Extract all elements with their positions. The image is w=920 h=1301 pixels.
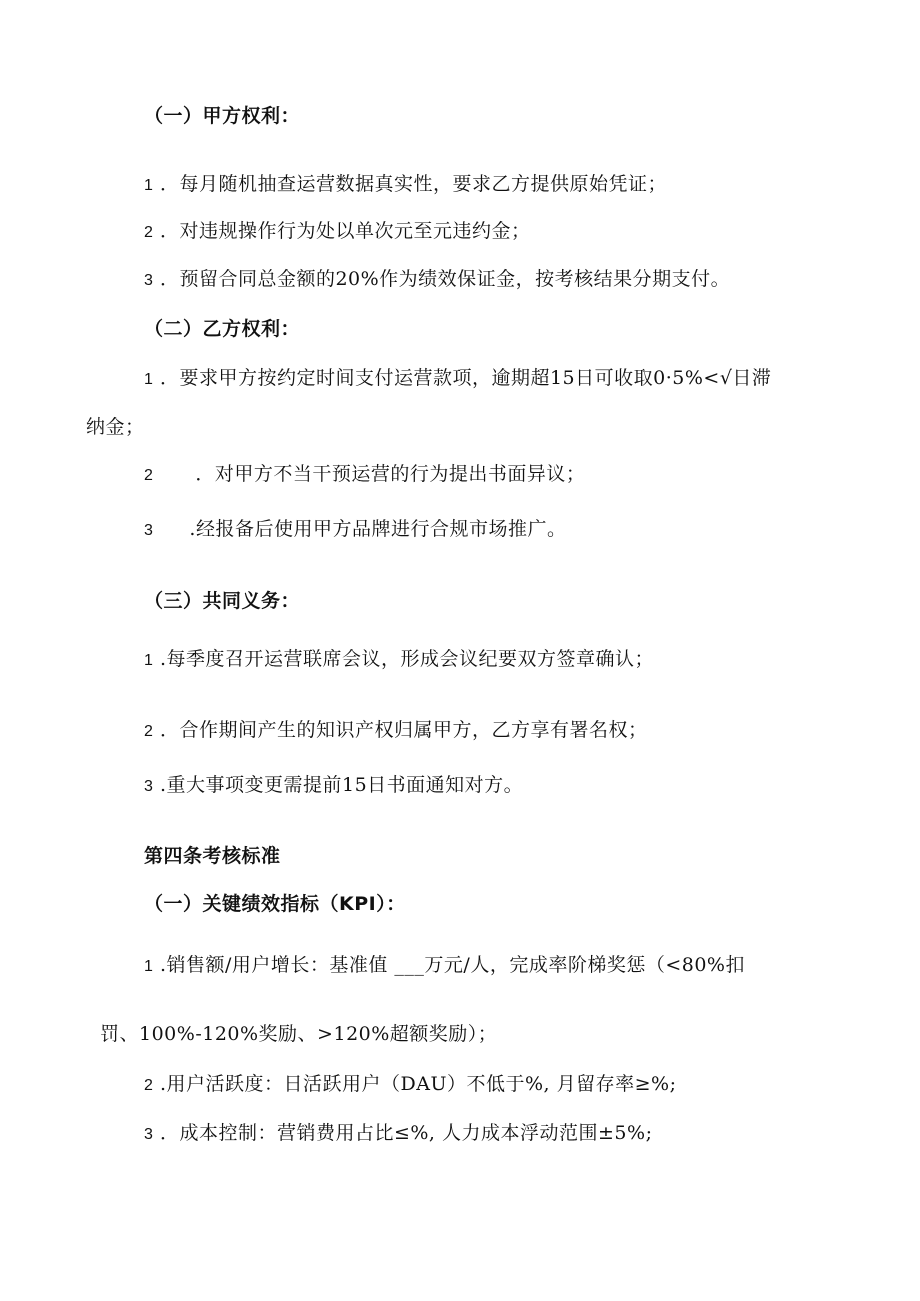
item-number: 3 — [144, 1126, 154, 1143]
item-text: ．对甲方不当干预运营的行为提出书面异议； — [195, 463, 586, 485]
list-item-continuation: 罚、100%-120%奖励、>120%超额奖励）； — [100, 1023, 498, 1045]
article-title: 第四条考核标准 — [144, 845, 281, 867]
item-number: 1 — [144, 371, 154, 388]
list-item — [144, 716, 647, 746]
item-text: .经报备后使用甲方品牌进行合规市场推广。 — [189, 518, 567, 540]
item-number: 3 — [144, 778, 154, 795]
item-text: ．成本控制：营销费用占比≤%, 人力成本浮动范围±5%; — [159, 1122, 653, 1144]
item-text: .销售额/用户增长：基准值 ___万元/人，完成率阶梯奖惩（<80%扣 — [159, 954, 745, 976]
item-text: ．对违规操作行为处以单次元至元违约金； — [159, 220, 531, 242]
item-text: .重大事项变更需提前15日书面通知对方。 — [159, 774, 524, 796]
list-item — [144, 217, 530, 247]
item-number: 1 — [144, 652, 154, 669]
item-text: ．每月随机抽查运营数据真实性，要求乙方提供原始凭证； — [159, 173, 667, 195]
item-number: 1 — [144, 177, 154, 194]
section-heading-party-b-rights: （二）乙方权利： — [144, 318, 301, 340]
list-item — [144, 1070, 676, 1100]
item-number: 2 — [144, 467, 154, 484]
item-text: ．要求甲方按约定时间支付运营款项，逾期超15日可收取0·5%<√日滞 — [159, 367, 772, 389]
section-heading-kpi: （一）关键绩效指标（KPI）： — [144, 893, 406, 915]
list-item — [144, 515, 566, 545]
list-item — [144, 951, 745, 981]
section-heading-party-a-rights: （一）甲方权利： — [144, 105, 301, 127]
list-item — [144, 265, 730, 295]
list-item — [144, 364, 771, 394]
list-item — [144, 460, 585, 490]
item-number: 2 — [144, 1077, 154, 1094]
item-number: 3 — [144, 522, 154, 539]
item-text: .每季度召开运营联席会议，形成会议纪要双方签章确认； — [159, 648, 654, 670]
list-item — [144, 771, 523, 801]
list-item — [144, 645, 654, 675]
item-number: 2 — [144, 723, 154, 740]
list-item — [144, 170, 667, 200]
item-text: ．预留合同总金额的20%作为绩效保证金，按考核结果分期支付。 — [159, 268, 731, 290]
item-text: .用户活跃度：日活跃用户（DAU）不低于%, 月留存率≥%; — [159, 1073, 677, 1095]
item-number: 3 — [144, 272, 154, 289]
section-heading-joint-obligations: （三）共同义务： — [144, 590, 301, 612]
list-item — [144, 1119, 652, 1149]
list-item-continuation: 纳金； — [86, 416, 145, 438]
item-number: 1 — [144, 958, 154, 975]
item-text: ．合作期间产生的知识产权归属甲方，乙方享有署名权； — [159, 719, 648, 741]
item-number: 2 — [144, 224, 154, 241]
